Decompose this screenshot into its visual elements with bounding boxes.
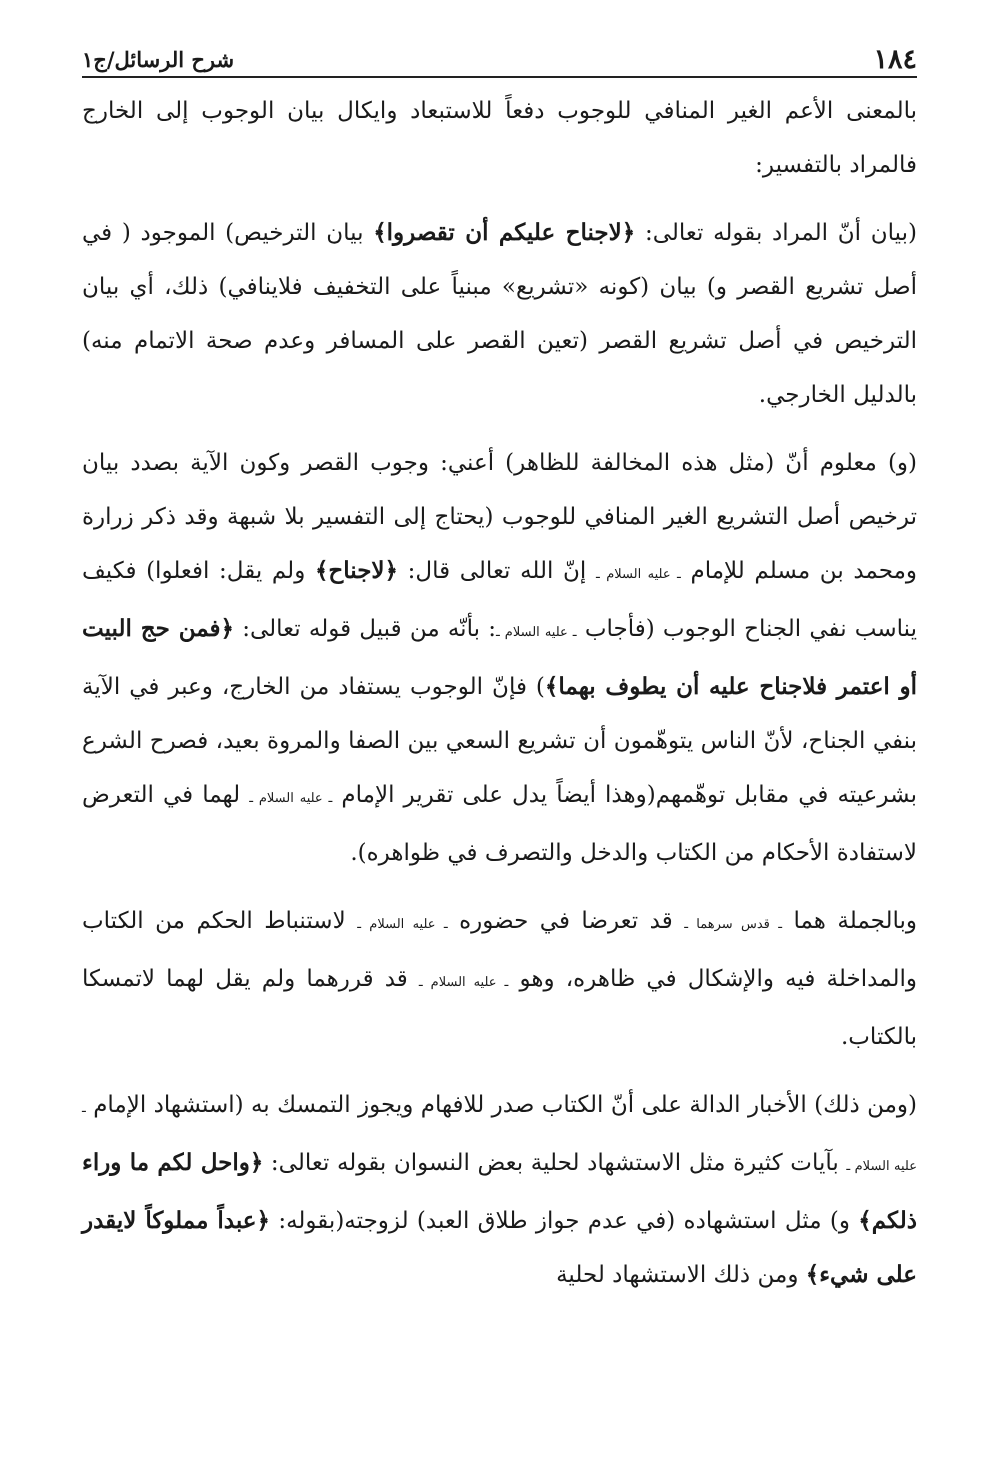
paragraph [82, 436, 917, 880]
text-run: و) مثل استشهاده (في عدم جواز طلاق العبد) لزوجته(بقوله: [270, 1208, 859, 1234]
paragraph [82, 84, 917, 192]
honorific-note: ـ عليه السلام ـ [249, 791, 333, 806]
honorific-note: ـ عليه السلام ـ [82, 1101, 917, 1174]
book-page [82, 38, 917, 1302]
honorific-note: ـ قدس سرهما ـ [684, 917, 783, 932]
text-run: وبالجملة هما [782, 908, 918, 934]
body-text [82, 84, 917, 1302]
paragraph [82, 206, 917, 422]
paragraph [82, 1078, 917, 1302]
honorific-note: ـ عليه السلام ـ [595, 567, 681, 582]
text-run: لاستنباط الحكم من الكتاب والمداخلة فيه والإشكال في ظاهره، وهو [82, 908, 917, 992]
text-run: قد قررهما ولم يقل لهما لاتمسكا بالكتاب. [82, 966, 917, 1050]
text-run: ) فإنّ الوجوب يستفاد من الخارج، وعبر في الآية بنفي الجناح، لأنّ الناس يتوهّمون أن تشريع السعي بين الصفا والمروة بعيد، فصرح الشرع بشرعيته في مقابل توهّمهم(وهذا أيضاً يدل على تقرير الإمام [82, 674, 917, 808]
text-run: ومن ذلك الاستشهاد لحلية [556, 1262, 806, 1288]
text-run: بالمعنى الأعم الغير المنافي للوجوب دفعاً للاستبعاد وايكال بيان الوجوب إلى الخارج فالمراد بالتفسير: [82, 98, 917, 178]
honorific-note: ـ عليه السلام ـ [418, 975, 509, 990]
text-run: (بيان أنّ المراد بقوله تعالى: [635, 220, 917, 246]
honorific-note: ـ عليه السلام ـ [357, 917, 448, 932]
text-run: قد تعرضا في حضوره [447, 908, 685, 934]
text-run: بيان الترخيص) الموجود ( في أصل تشريع القصر و) بيان (كونه «تشريع» مبنياً على التخفيف فلاينافي) ذلك، أي بيان الترخيص في أصل تشريع القصر (تعين القصر على المسافر وعدم صحة الاتمام منه) بالدليل الخارجي. [82, 220, 917, 408]
running-title: شرح الرسائل/ج١ [82, 47, 235, 72]
paragraph [82, 894, 917, 1064]
text-run: لهما في التعرض لاستفادة الأحكام من الكتاب والدخل والتصرف في ظواهره). [82, 782, 917, 866]
text-run: (ومن ذلك) الأخبار الدالة على أنّ الكتاب صدر للافهام ويجوز التمسك به (استشهاد الإمام [85, 1092, 917, 1118]
page-header [82, 38, 917, 78]
honorific-note: ـ عليه السلام ـ [495, 625, 577, 640]
quran-verse: ﴿لاجناح﴾ [314, 557, 399, 584]
text-run: ولم يقل: افعلوا) فكيف يناسب نفي الجناح الوجوب (فأجاب [82, 558, 918, 642]
quran-verse: ﴿لاجناح عليكم أن تقصروا﴾ [373, 219, 636, 246]
text-run: بآيات كثيرة مثل الاستشهاد لحلية بعض النسوان بقوله تعالى: [263, 1150, 847, 1176]
text-run: (و) معلوم أنّ (مثل هذه المخالفة للظاهر) أعني: وجوب القصر وكون الآية بصدد بيان ترخيص أصل التشريع الغير المنافي للوجوب (يحتاج إلى التفسير بلا شبهة وقد ذكر زرارة ومحمد بن مسلم للإمام [82, 450, 917, 584]
text-run: إنّ الله تعالى قال: [398, 558, 596, 584]
quran-verse: ﴿فمن حج البيت أو اعتمر فلاجناح عليه أن يطوف بهما﴾ [82, 615, 917, 700]
text-run: : بأنّه من قبيل قوله تعالى: [234, 616, 496, 642]
quran-verse: ﴿عبداً مملوكاً لايقدر على شيء﴾ [82, 1207, 917, 1288]
page-number: ١٨٤ [873, 44, 917, 75]
quran-verse: ﴿واحل لكم ما وراء ذلكم﴾ [82, 1149, 917, 1234]
